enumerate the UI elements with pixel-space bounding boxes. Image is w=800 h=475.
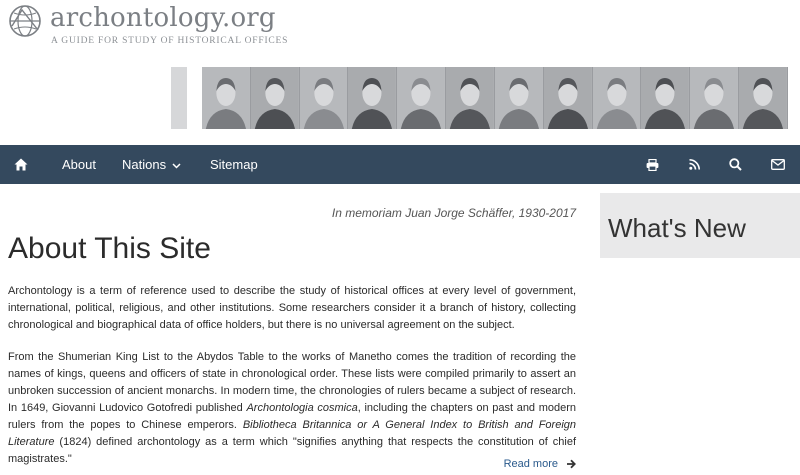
arrow-right-icon <box>566 459 576 469</box>
site-tagline: A GUIDE FOR STUDY OF HISTORICAL OFFICES <box>51 36 289 46</box>
whats-new-title: What's New <box>608 213 746 243</box>
home-icon <box>14 158 28 171</box>
portrait-officer-8 <box>544 67 593 129</box>
portrait-marat <box>397 67 446 129</box>
banner-stub <box>171 67 187 129</box>
nav-nations-label: Nations <box>122 157 167 172</box>
read-more-link[interactable] <box>504 458 576 470</box>
book-title-archontologia: Archontologia cosmica <box>246 402 358 414</box>
portrait-banner <box>202 67 788 129</box>
rss-icon[interactable] <box>683 145 705 184</box>
book-title-bibliotheca: Bibliotheca Britannica or A General Index to British and Foreign Literature <box>8 419 576 448</box>
portrait-haile-selassie <box>495 67 544 129</box>
nav-nations-dropdown[interactable] <box>122 145 181 184</box>
portrait-jefferson-davis <box>251 67 300 129</box>
whats-new-panel <box>600 193 800 258</box>
portrait-ruler-4 <box>348 67 397 129</box>
history-text-3: (1824) defined archontology as a term which "signifies anything that respects the constitution of chief magistrates." <box>8 436 576 465</box>
history-text-2: , including the chapters on past and modern rulers from the popes to Chinese emperors. <box>8 402 577 431</box>
chevron-down-icon <box>172 163 181 169</box>
memoriam-note: In memoriam Juan Jorge Schäffer, 1930-2017 <box>331 206 576 220</box>
nav-sitemap[interactable]: Sitemap <box>210 157 258 172</box>
history-paragraph <box>8 349 576 468</box>
search-icon[interactable] <box>724 145 746 184</box>
mail-icon[interactable] <box>767 145 789 184</box>
page-title: About This Site <box>8 232 211 265</box>
portrait-roosevelt <box>641 67 690 129</box>
site-name: archontology.org <box>50 3 276 33</box>
main-navbar <box>0 145 800 184</box>
print-icon[interactable] <box>641 145 663 184</box>
nav-about[interactable]: About <box>62 157 96 172</box>
portrait-richard-iii <box>690 67 739 129</box>
globe-logo-icon <box>8 4 42 38</box>
history-text-1: From the Shumerian King List to the Abydos Table to the works of Manetho comes the tradition of recording the names of kings, queens and officers of state in chronological order. These lists were compiled primarily to assert an unbroken succession of ancient monarchs. In modern time, the chronologies of rulers became a subject of research. In 1649, Giovanni Ludovico Gotofredi published <box>8 351 576 414</box>
portrait-thatcher <box>593 67 642 129</box>
portrait-churchill <box>446 67 495 129</box>
portrait-napoleon <box>202 67 251 129</box>
nav-home-link[interactable] <box>10 145 32 184</box>
portrait-victoria <box>739 67 788 129</box>
intro-paragraph: Archontology is a term of reference used to describe the study of historical offices at every level of government, international, political, religious, and other institutions. Some researchers consider it a branch of history, collecting chronological and biographical data of office holders, but there is no universal agreement on the subject. <box>8 285 576 331</box>
portrait-de-gaulle <box>300 67 349 129</box>
read-more-label: Read more <box>503 458 558 470</box>
